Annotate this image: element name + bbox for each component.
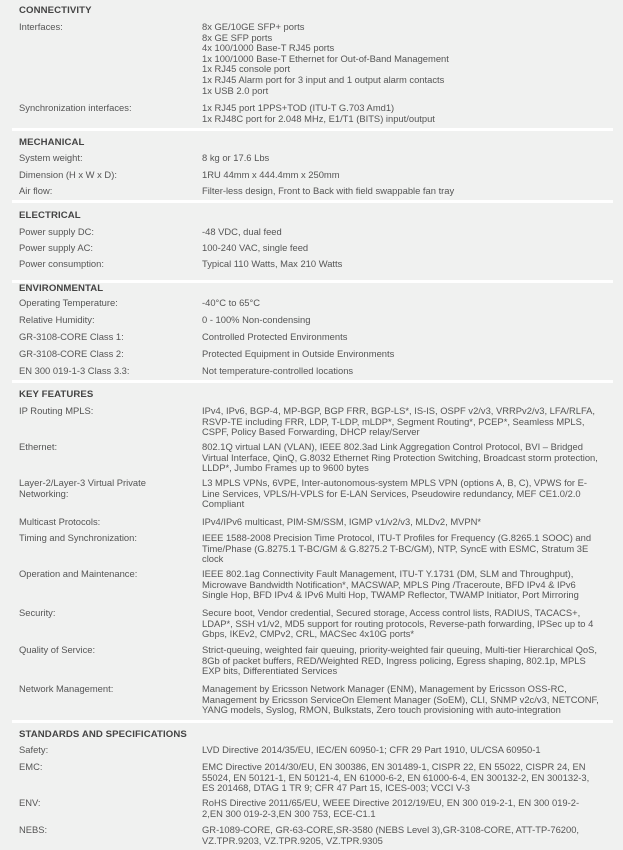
spec-value-line: GR-1089-CORE, GR-63-CORE,SR-3580 (NEBS Level 3),GR-3108-CORE, ATT-TP-76200, xyxy=(202,824,580,835)
spec-value-line: LVD Directive 2014/35/EU, IEC/EN 60950-1; CFR 29 Part 1910, UL/CSA 60950-1 xyxy=(202,744,541,755)
spec-value xyxy=(202,103,612,124)
spec-value-line: 1x RJ45 port 1PPS+TOD (ITU-T G.703 Amd1) xyxy=(202,102,395,113)
spec-value-line: 1x RJ45 Alarm port for 3 input and 1 output alarm contacts xyxy=(202,73,445,85)
spec-value-line: Strict-queuing, weighted fair queuing, priority-weighted fair queuing, Multi-tier Hierarchical QoS, xyxy=(202,644,597,655)
spec-value-line: EMC Directive 2014/30/EU, EN 300386, EN 301489-1, CISPR 22, EN 55022, CISPR 24, EN xyxy=(202,761,586,772)
spec-value xyxy=(202,569,612,601)
spec-value-line: L3 MPLS VPNs, 6VPE, Inter-autonomous-system MPLS VPN (options A, B, C), VPWS for E- xyxy=(202,477,588,488)
spec-value-line: VZ.TPR.9203, VZ.TPR.9205, VZ.TPR.9305 xyxy=(202,834,383,846)
spec-label: EN 300 019-1-3 Class 3.3: xyxy=(19,365,130,376)
spec-label: IP Routing MPLS: xyxy=(19,405,94,416)
spec-label: Operating Temperature: xyxy=(19,297,118,308)
spec-label xyxy=(19,478,199,499)
spec-value-line: IPv4/IPv6 multicast, PIM-SM/SSM, IGMP v1/v2/v3, MLDv2, MVPN* xyxy=(202,516,482,527)
section-divider xyxy=(12,720,613,723)
spec-value xyxy=(202,366,612,377)
spec-value-line: 1x RJ45 console port xyxy=(202,63,291,75)
spec-value xyxy=(202,349,612,360)
spec-label: Multicast Protocols: xyxy=(19,516,101,527)
spec-value-line: 0 - 100% Non-condensing xyxy=(202,314,311,325)
section-divider xyxy=(12,200,613,203)
spec-label: System weight: xyxy=(19,152,83,163)
spec-value-line: Time/Phase (G.8275.1 T-BC/GM & G.8275.2 T-BC/GM), NTP, SyncE with ESMC, Stratum 3E xyxy=(202,542,589,554)
spec-label: Interfaces: xyxy=(19,21,63,32)
spec-value-line: 55024, EN 50121-1, EN 50121-4, EN 61000-6-2, EN 61000-6-4, EN 300132-2, EN 300132-3, xyxy=(202,771,590,783)
spec-value-line: Filter-less design, Front to Back with field swappable fan tray xyxy=(202,185,455,196)
spec-value-line: 100-240 VAC, single feed xyxy=(202,242,309,253)
spec-label: Power supply AC: xyxy=(19,242,93,253)
spec-value-line: -40°C to 65°C xyxy=(202,297,261,308)
section-heading: ELECTRICAL xyxy=(19,210,81,221)
spec-value-line: RoHS Directive 2011/65/EU, WEEE Directive 2012/19/EU, EN 300 019-2-1, EN 300 019-2- xyxy=(202,797,580,808)
spec-value-line: 8x GE SFP ports xyxy=(202,31,273,43)
spec-label: Ethernet: xyxy=(19,441,58,452)
spec-value xyxy=(202,298,612,309)
spec-label: EMC: xyxy=(19,761,43,772)
section-heading: STANDARDS AND SPECIFICATIONS xyxy=(19,729,187,740)
spec-value-line: RSVP-TE including FRR, LDP, T-LDP, mLDP*, Segment Routing*, PCEP*, Seamless MPLS, xyxy=(202,415,585,427)
spec-value xyxy=(202,762,612,794)
spec-value xyxy=(202,315,612,326)
spec-value-line: ES 201468, DTAG 1 TR 9; CFR 47 Part 15, ICES-003; VCCI V-3 xyxy=(202,782,470,794)
spec-value xyxy=(202,442,612,474)
spec-label: Power supply DC: xyxy=(19,226,95,237)
spec-label: ENV: xyxy=(19,797,41,808)
spec-value-line: 8Gb of packet buffers, RED/Weighted RED, Ingress policing, Egress shaping, 802.1p, MPLS xyxy=(202,654,586,666)
spec-label: Synchronization interfaces: xyxy=(19,102,132,113)
section-heading: KEY FEATURES xyxy=(19,389,94,400)
spec-label: NEBS: xyxy=(19,824,48,835)
spec-value-line: 1x 100/1000 Base-T Ethernet for Out-of-Band Management xyxy=(202,52,449,64)
spec-value-line: Management by Ericsson ServiceOn Element Manager (SoEM), CLI, SNMP v2c/v3, NETCONF, xyxy=(202,693,599,705)
spec-value-line: clock xyxy=(202,553,224,565)
spec-label: GR-3108-CORE Class 1: xyxy=(19,331,124,342)
spec-value-line: 802.1Q virtual LAN (VLAN), IEEE 802.3ad Link Aggregation Control Protocol, BVI – Bridged xyxy=(202,441,583,452)
spec-value-line: LDAP*, SSH v1/v2, MD5 support for routing protocols, Reverse-path forwarding, IPSec up to 4 xyxy=(202,617,594,629)
spec-value-line: IPv4, IPv6, BGP-4, MP-BGP, BGP FRR, BGP-LS*, IS-IS, OSPF v2/v3, VRRPv2/v3, LFA/RLFA, xyxy=(202,405,596,416)
spec-value-line: 1x USB 2.0 port xyxy=(202,84,269,96)
spec-label: Relative Humidity: xyxy=(19,314,95,325)
spec-label: Network Management: xyxy=(19,683,114,694)
spec-value-line: YANG models, Syslog, RMON, Bulkstats, Zero touch provisioning with auto-integration xyxy=(202,704,561,716)
spec-value xyxy=(202,332,612,343)
spec-value-line: 2,EN 300 019-2-3,EN 300 753, ECE-C1.1 xyxy=(202,807,376,819)
spec-value-line: 1RU 44mm x 444.4mm x 250mm xyxy=(202,169,340,180)
spec-value-line: Controlled Protected Environments xyxy=(202,331,348,342)
spec-value xyxy=(202,227,612,238)
spec-value xyxy=(202,22,612,96)
spec-value-line: EXP bits, Differentiated Services xyxy=(202,665,338,677)
spec-label-line: Layer-2/Layer-3 Virtual Private xyxy=(19,477,146,488)
spec-value xyxy=(202,517,612,528)
spec-value-line: -48 VDC, dual feed xyxy=(202,226,282,237)
spec-value-line: 8x GE/10GE SFP+ ports xyxy=(202,21,305,32)
spec-label: Timing and Synchronization: xyxy=(19,532,137,543)
section-heading: MECHANICAL xyxy=(19,137,85,148)
spec-value-line: 8 kg or 17.6 Lbs xyxy=(202,152,270,163)
spec-label: GR-3108-CORE Class 2: xyxy=(19,348,124,359)
spec-value-line: Microwave Bandwidth Notification*, MACSWAP, MPLS Ping /Traceroute, BFD IPv4 & IPv6 xyxy=(202,578,576,590)
spec-value-line: 4x 100/1000 Base-T RJ45 ports xyxy=(202,42,335,54)
spec-value xyxy=(202,170,612,181)
spec-value-line: Gbps, IKEv2, CMPv2, CRL, MACSec 4x10G ports* xyxy=(202,628,415,640)
spec-value xyxy=(202,153,612,164)
spec-value-line: Line Services, VPLS/H-VPLS for E-LAN Services, Pseudowire redundancy, MEF CE1.0/2.0 xyxy=(202,487,581,499)
spec-value xyxy=(202,533,612,565)
spec-label: Safety: xyxy=(19,744,49,755)
spec-label-line: Networking: xyxy=(19,487,69,499)
spec-value xyxy=(202,745,612,756)
spec-value xyxy=(202,608,612,640)
spec-value-line: 1x RJ48C port for 2.048 MHz, E1/T1 (BITS) input/output xyxy=(202,112,435,124)
section-heading: CONNECTIVITY xyxy=(19,5,92,16)
spec-value xyxy=(202,478,612,510)
spec-value xyxy=(202,684,612,716)
spec-value-line: Not temperature-controlled locations xyxy=(202,365,354,376)
spec-label: Dimension (H x W x D): xyxy=(19,169,117,180)
section-divider xyxy=(12,380,613,383)
spec-value-line: Single Hop, BFD IPv4 & IPv6 Multi Hop, TWAMP Reflector, TWAMP Initiator, Port Mirroring xyxy=(202,589,579,601)
spec-value-line: Virtual Interface, QinQ, G.8032 Ethernet Ring Protection Switching, Broadcast storm protection, xyxy=(202,451,598,463)
spec-value xyxy=(202,798,612,819)
spec-label: Air flow: xyxy=(19,185,53,196)
spec-label: Security: xyxy=(19,607,56,618)
spec-value-line: Management by Ericsson Network Manager (ENM), Management by Ericsson OSS-RC, xyxy=(202,683,567,694)
spec-value-line: CSPF, Policy Based Forwarding, DHCP relay/Server xyxy=(202,426,420,438)
section-divider xyxy=(12,128,613,131)
spec-value xyxy=(202,406,612,438)
spec-value xyxy=(202,243,612,254)
spec-value xyxy=(202,825,612,846)
spec-value-line: Compliant xyxy=(202,498,245,510)
spec-value-line: IEEE 1588-2008 Precision Time Protocol, ITU-T Profiles for Frequency (G.8265.1 SOOC) and xyxy=(202,532,592,543)
spec-label: Power consumption: xyxy=(19,258,104,269)
spec-value xyxy=(202,645,612,677)
spec-value xyxy=(202,186,612,197)
spec-value-line: LLDP*, Jumbo Frames up to 9600 bytes xyxy=(202,462,369,474)
spec-value-line: Protected Equipment in Outside Environments xyxy=(202,348,395,359)
section-heading: ENVIRONMENTAL xyxy=(19,283,104,294)
spec-value-line: Typical 110 Watts, Max 210 Watts xyxy=(202,258,343,269)
spec-value-line: Secure boot, Vendor credential, Secured storage, Access control lists, RADIUS, TACACS+, xyxy=(202,607,581,618)
spec-label: Quality of Service: xyxy=(19,644,96,655)
spec-label: Operation and Maintenance: xyxy=(19,568,138,579)
spec-value xyxy=(202,259,612,270)
spec-value-line: IEEE 802.1ag Connectivity Fault Management, ITU-T Y.1731 (DM, SLM and Throughput), xyxy=(202,568,574,579)
